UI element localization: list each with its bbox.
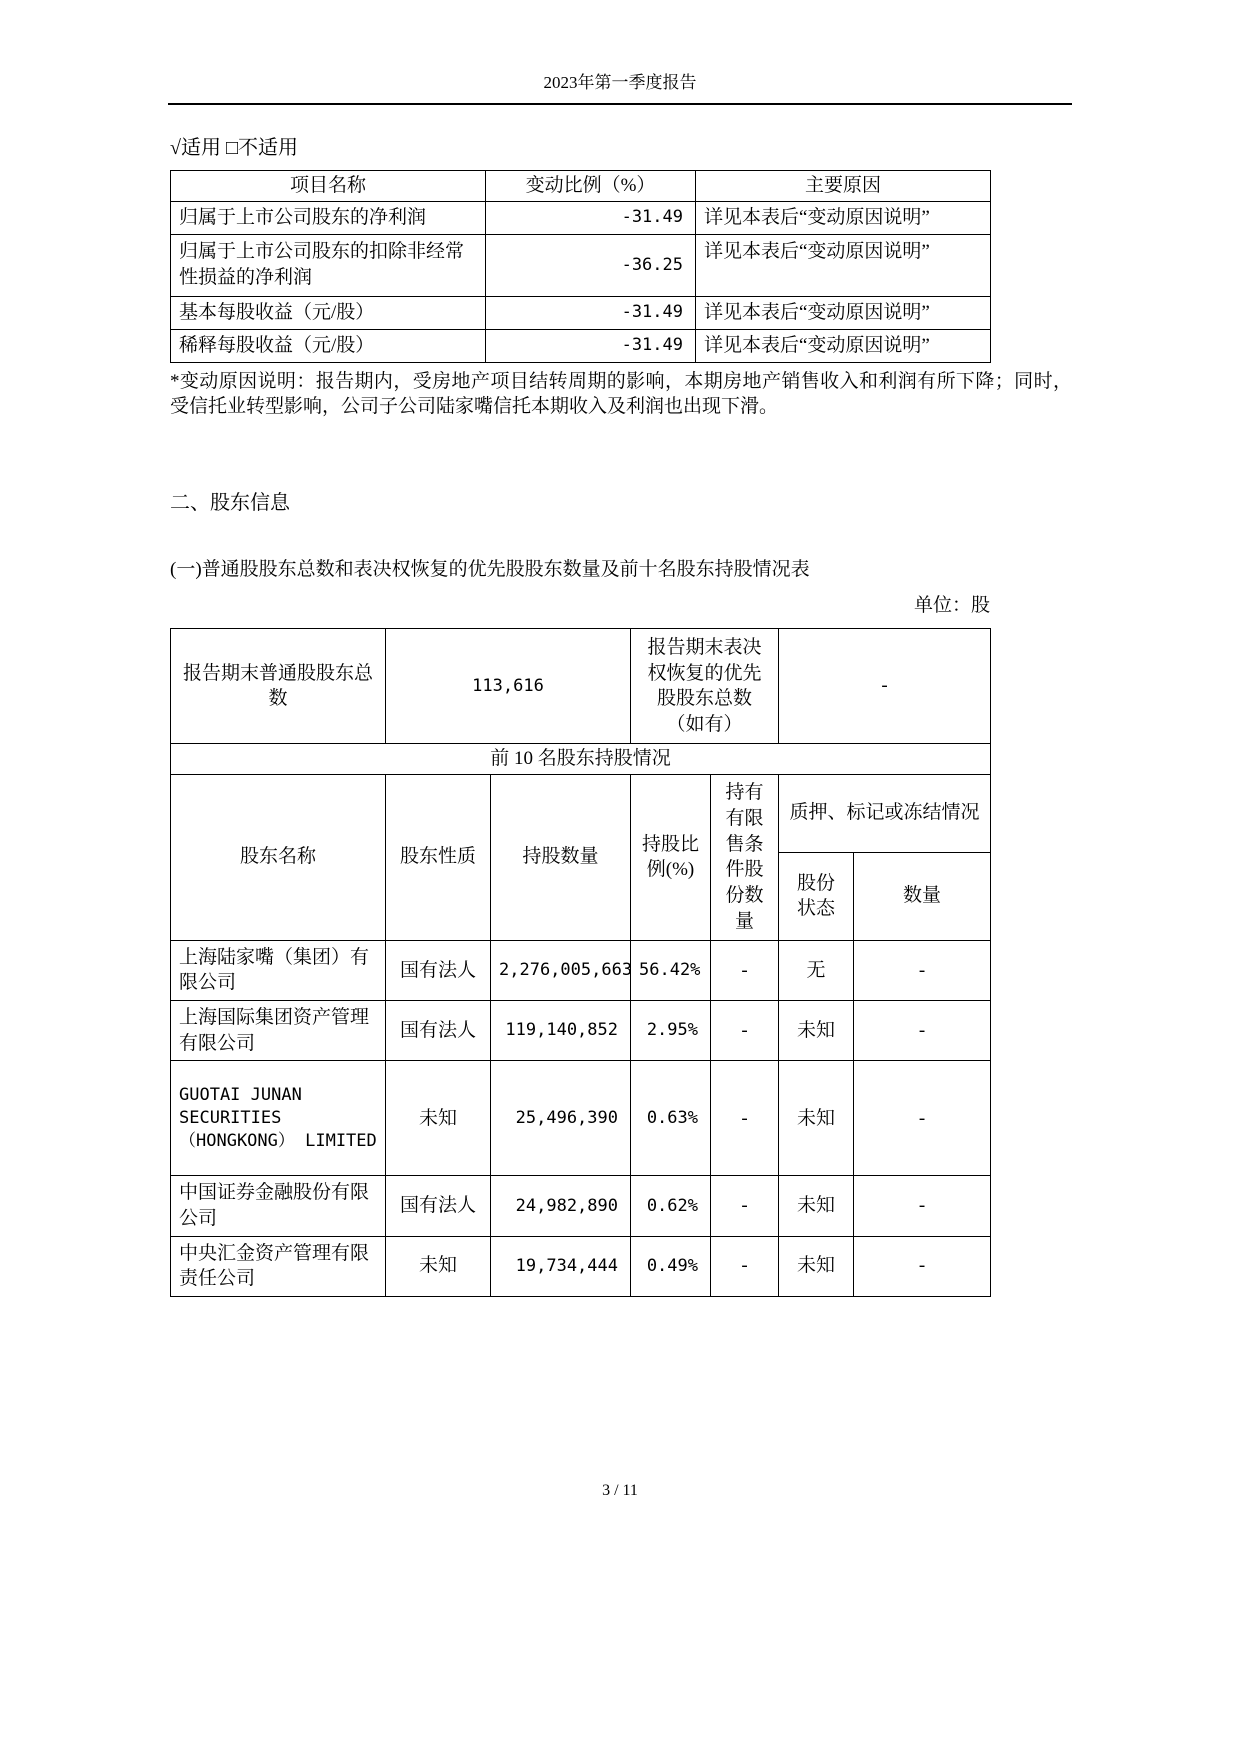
cell-item: 归属于上市公司股东的扣除非经常性损益的净利润 <box>171 234 486 296</box>
page-number: 3 / 11 <box>602 1482 638 1499</box>
cell-reason: 详见本表后“变动原因说明” <box>696 201 991 234</box>
cell-shares: 19,734,444 <box>491 1236 631 1296</box>
change-ratio-table <box>170 170 991 363</box>
cell-pledge-status: 未知 <box>779 1061 854 1176</box>
col-header-shares: 持股数量 <box>491 774 631 940</box>
change-reason-note: *变动原因说明：报告期内，受房地产项目结转周期的影响，本期房地产销售收入和利润有所下降；同时，受信托业转型影响，公司子公司陆家嘴信托本期收入及利润也出现下滑。 <box>170 370 1072 418</box>
cell-ratio: -31.49 <box>486 329 696 362</box>
top10-title: 前 10 名股东持股情况 <box>171 744 991 775</box>
table-row <box>171 201 991 234</box>
cell-pledge-qty: - <box>854 1061 991 1176</box>
table-row <box>171 329 991 362</box>
shareholder-row <box>171 940 991 1000</box>
col-header-pledge-group: 质押、标记或冻结情况 <box>779 774 991 852</box>
cell-nature: 国有法人 <box>386 1176 491 1236</box>
table-row <box>171 234 991 296</box>
cell-nature: 未知 <box>386 1061 491 1176</box>
cell-shares: 119,140,852 <box>491 1001 631 1061</box>
section-subtitle: (一)普通股股东总数和表决权恢复的优先股股东数量及前十名股东持股情况表 <box>170 558 810 580</box>
cell-shares: 24,982,890 <box>491 1176 631 1236</box>
cell-restricted: - <box>711 1236 779 1296</box>
cell-restricted: - <box>711 1176 779 1236</box>
table-row <box>171 296 991 329</box>
cell-item: 基本每股收益（元/股） <box>171 296 486 329</box>
cell-ratio: 56.42% <box>631 940 711 1000</box>
cell-ratio: 0.62% <box>631 1176 711 1236</box>
cell-restricted: - <box>711 1001 779 1061</box>
cell-reason: 详见本表后“变动原因说明” <box>696 296 991 329</box>
document-header-title: 2023年第一季度报告 <box>168 0 1072 105</box>
section-title: 二、股东信息 <box>170 491 290 514</box>
cell-item: 归属于上市公司股东的净利润 <box>171 201 486 234</box>
cell-shareholder-name: 中央汇金资产管理有限责任公司 <box>171 1236 386 1296</box>
cell-ratio: -36.25 <box>486 234 696 296</box>
preferred-shareholders-label: 报告期末表决权恢复的优先股股东总数（如有） <box>631 629 779 744</box>
cell-shares: 2,276,005,663 <box>491 940 631 1000</box>
top10-title-row <box>171 744 991 775</box>
col-header-pledge-qty: 数量 <box>854 852 991 940</box>
cell-pledge-qty: - <box>854 1001 991 1061</box>
cell-reason: 详见本表后“变动原因说明” <box>696 329 991 362</box>
col-header-nature: 股东性质 <box>386 774 491 940</box>
common-shareholders-label: 报告期末普通股股东总数 <box>171 629 386 744</box>
cell-nature: 未知 <box>386 1236 491 1296</box>
document-content <box>170 135 1070 1297</box>
col-header-reason: 主要原因 <box>696 170 991 201</box>
applicability-line: √适用 □不适用 <box>170 136 299 159</box>
shareholder-table <box>170 628 991 1297</box>
cell-ratio: 0.63% <box>631 1061 711 1176</box>
cell-pledge-status: 未知 <box>779 1001 854 1061</box>
col-header-item: 项目名称 <box>171 170 486 201</box>
cell-shareholder-name: GUOTAI JUNAN SECURITIES （HONGKONG） LIMITED <box>171 1061 386 1176</box>
col-header-restricted: 持有有限售条件股份数量 <box>711 774 779 940</box>
col-header-ratio: 变动比例（%） <box>486 170 696 201</box>
cell-pledge-qty: - <box>854 1176 991 1236</box>
cell-nature: 国有法人 <box>386 1001 491 1061</box>
shareholder-row <box>171 1236 991 1296</box>
cell-nature: 国有法人 <box>386 940 491 1000</box>
shareholder-row <box>171 1061 991 1176</box>
cell-pledge-status: 无 <box>779 940 854 1000</box>
cell-item: 稀释每股收益（元/股） <box>171 329 486 362</box>
col-header-name: 股东名称 <box>171 774 386 940</box>
cell-shares: 25,496,390 <box>491 1061 631 1176</box>
shareholder-header-row-1 <box>171 774 991 852</box>
preferred-shareholders-value: - <box>779 629 991 744</box>
cell-ratio: 2.95% <box>631 1001 711 1061</box>
cell-shareholder-name: 上海国际集团资产管理有限公司 <box>171 1001 386 1061</box>
cell-restricted: - <box>711 1061 779 1176</box>
cell-reason: 详见本表后“变动原因说明” <box>696 234 991 296</box>
cell-pledge-status: 未知 <box>779 1176 854 1236</box>
cell-shareholder-name: 上海陆家嘴（集团）有限公司 <box>171 940 386 1000</box>
cell-pledge-qty: - <box>854 940 991 1000</box>
col-header-pledge-status: 股份状态 <box>779 852 854 940</box>
change-table-header-row <box>171 170 991 201</box>
summary-row <box>171 629 991 744</box>
cell-pledge-status: 未知 <box>779 1236 854 1296</box>
cell-pledge-qty: - <box>854 1236 991 1296</box>
common-shareholders-value: 113,616 <box>386 629 631 744</box>
cell-ratio: -31.49 <box>486 296 696 329</box>
shareholder-row <box>171 1176 991 1236</box>
cell-shareholder-name: 中国证券金融股份有限公司 <box>171 1176 386 1236</box>
shareholder-row <box>171 1001 991 1061</box>
cell-ratio: 0.49% <box>631 1236 711 1296</box>
unit-label: 单位：股 <box>913 594 990 616</box>
col-header-ratio: 持股比例(%) <box>631 774 711 940</box>
cell-restricted: - <box>711 940 779 1000</box>
cell-ratio: -31.49 <box>486 201 696 234</box>
